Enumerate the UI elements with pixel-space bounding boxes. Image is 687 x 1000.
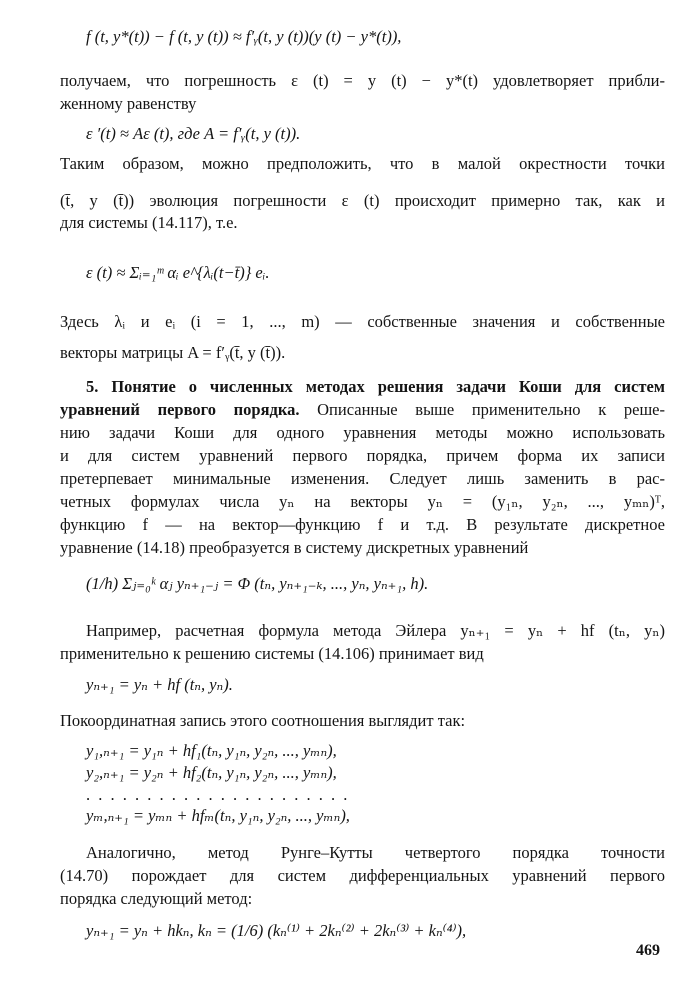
formula-coordinate-row: yₘ,ₙ₊₁ = yₘₙ + hfₘ(tₙ, y₁ₙ, y₂ₙ, ..., yₘₙ), xyxy=(86,806,350,825)
section-heading: 5. Понятие о численных методах решения задачи Коши для систем xyxy=(86,377,665,396)
section-heading-end: уравнений первого порядка. xyxy=(60,400,300,419)
text-line: Таким образом, можно предположить, что в малой окрестности точки xyxy=(60,154,665,173)
formula-discrete-system: (1/h) Σⱼ₌₀ᵏ αⱼ yₙ₊₁₋ⱼ = Φ (tₙ, yₙ₊₁₋ₖ, ..., yₙ, yₙ₊₁, h). xyxy=(86,574,429,593)
text-line: уравнение (14.18) преобразуется в систему дискретных уравнений xyxy=(60,538,529,557)
formula-coordinate-row: y₂,ₙ₊₁ = y₂ₙ + hf₂(tₙ, y₁ₙ, y₂ₙ, ..., yₘₙ), xyxy=(86,763,337,782)
text-line: функцию f — на вектор—функцию f и т.д. В результате дискретное xyxy=(60,515,665,534)
text-line: четных формулах числа yₙ на векторы yₙ = (y₁ₙ, y₂ₙ, ..., yₘₙ)ᵀ, xyxy=(60,492,665,511)
text-line: Покоординатная запись этого соотношения выглядит так: xyxy=(60,711,466,730)
formula-error-difference: f (t, y*(t)) − f (t, y (t)) ≈ f′ᵧ(t, y (t))(y (t) − y*(t)), xyxy=(86,27,402,46)
formula-coordinate-row: y₁,ₙ₊₁ = y₁ₙ + hf₁(tₙ, y₁ₙ, y₂ₙ, ..., yₘₙ), xyxy=(86,741,337,760)
section-heading-line xyxy=(60,399,665,421)
text-line: претерпевает минимальные изменения. Следует лишь заменить в рас- xyxy=(60,469,665,488)
formula-coordinate-dots: . . . . . . . . . . . . . . . . . . . . . . xyxy=(86,785,350,804)
text-line: женному равенству xyxy=(60,94,197,113)
formula-error-derivative: ε ′(t) ≈ Aε (t), где A = f′ᵧ(t, y (t)). xyxy=(86,124,301,143)
text-line: Здесь λᵢ и eᵢ (i = 1, ..., m) — собственные значения и собственные xyxy=(60,312,665,331)
formula-euler-system: yₙ₊₁ = yₙ + hf (tₙ, yₙ). xyxy=(86,675,233,694)
text-line: получаем, что погрешность ε (t) = y (t) − y*(t) удовлетворяет прибли- xyxy=(60,71,665,90)
text-line: и для систем уравнений первого порядка, причем форма их записи xyxy=(60,446,665,465)
text-line: нию задачи Коши для одного уравнения методы можно использовать xyxy=(60,423,665,442)
text-line: Например, расчетная формула метода Эйлера yₙ₊₁ = yₙ + hf (tₙ, yₙ) xyxy=(86,621,665,640)
text-line: (t̄, y (t̄)) эволюция погрешности ε (t) происходит примерно так, как и xyxy=(60,191,665,210)
text-line: для системы (14.117), т.е. xyxy=(60,213,238,232)
text-line: векторы матрицы A = f′ᵧ(t̄, y (t̄)). xyxy=(60,343,286,362)
section-heading-continuation: Описанные выше применительно к реше- xyxy=(299,400,665,419)
formula-runge-kutta: yₙ₊₁ = yₙ + hkₙ, kₙ = (1/6) (kₙ⁽¹⁾ + 2kₙ⁽²⁾ + 2kₙ⁽³⁾ + kₙ⁽⁴⁾), xyxy=(86,921,467,940)
page-number: 469 xyxy=(636,942,660,959)
text-line: (14.70) порождает для систем дифференциальных уравнений первого xyxy=(60,866,665,885)
formula-error-evolution: ε (t) ≈ Σᵢ₌₁ᵐ αᵢ e^{λᵢ(t−t̄)} eᵢ. xyxy=(86,263,270,282)
text-line: применительно к решению системы (14.106) принимает вид xyxy=(60,644,484,663)
text-line: Аналогично, метод Рунге–Кутты четвертого порядка точности xyxy=(86,843,665,862)
text-line: порядка следующий метод: xyxy=(60,889,253,908)
